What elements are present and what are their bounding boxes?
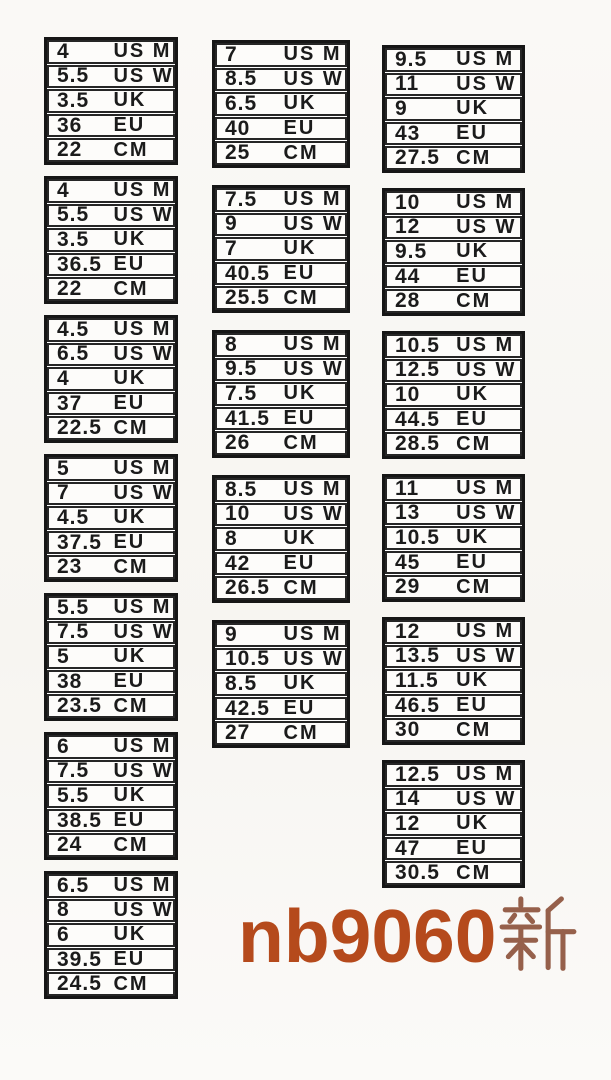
size-row <box>215 68 347 92</box>
size-box <box>44 176 178 304</box>
size-value: 44.5 <box>395 407 440 431</box>
size-row <box>215 407 347 431</box>
size-value: 38.5 <box>57 808 102 832</box>
size-unit-label: US W <box>456 501 517 524</box>
size-unit-label: US M <box>113 318 172 341</box>
size-value: 8 <box>57 898 70 922</box>
size-value: 12.5 <box>395 358 440 382</box>
size-unit-label: CM <box>456 432 492 455</box>
size-unit-label: CM <box>456 575 492 598</box>
size-row <box>385 240 522 264</box>
size-row <box>215 552 347 576</box>
size-unit-label: CM <box>456 146 492 169</box>
size-row <box>47 694 175 718</box>
size-value: 5.5 <box>57 64 90 88</box>
size-unit-label: EU <box>456 694 488 717</box>
size-unit-label: UK <box>113 228 147 251</box>
size-unit-label: US W <box>113 620 174 643</box>
size-unit-label: US M <box>456 477 515 500</box>
size-row <box>385 645 522 669</box>
size-unit-label: CM <box>113 972 149 995</box>
size-unit-label: US M <box>283 43 342 66</box>
size-row <box>47 874 175 898</box>
size-unit-label: US W <box>456 644 517 667</box>
size-row <box>47 114 175 138</box>
size-row <box>47 228 175 252</box>
size-unit-label: US M <box>283 623 342 646</box>
size-unit-label: UK <box>456 526 490 549</box>
size-row <box>47 506 175 530</box>
size-value: 24 <box>57 833 83 857</box>
size-row <box>215 92 347 116</box>
size-value: 28 <box>395 289 421 313</box>
size-unit-label: US M <box>113 179 172 202</box>
size-unit-label: US W <box>456 215 517 238</box>
size-unit-label: US W <box>113 203 174 226</box>
size-row <box>215 237 347 261</box>
size-value: 27.5 <box>395 146 440 170</box>
size-value: 10.5 <box>395 525 440 549</box>
size-unit-label: EU <box>113 531 146 554</box>
size-unit-label: UK <box>283 382 317 405</box>
size-unit-label: UK <box>283 672 317 695</box>
size-value: 8.5 <box>225 671 258 695</box>
size-value: 8.5 <box>225 477 258 501</box>
size-value: 14 <box>395 787 421 811</box>
size-unit-label: CM <box>283 431 319 454</box>
size-row <box>47 318 175 342</box>
size-value: 6.5 <box>225 91 258 115</box>
size-value: 23 <box>57 555 83 579</box>
size-row <box>47 645 175 669</box>
size-unit-label: EU <box>456 265 488 288</box>
size-row <box>215 648 347 672</box>
size-row <box>385 526 522 550</box>
size-unit-label: US W <box>113 342 174 365</box>
size-row <box>47 621 175 645</box>
size-row <box>47 555 175 579</box>
size-unit-label: EU <box>283 117 316 140</box>
size-box <box>212 330 350 458</box>
size-row <box>47 596 175 620</box>
size-row <box>215 333 347 357</box>
size-unit-label: CM <box>456 289 492 312</box>
size-value: 7 <box>57 481 70 505</box>
size-value: 4 <box>57 39 70 63</box>
size-value: 43 <box>395 121 421 145</box>
size-unit-label: CM <box>283 576 319 599</box>
size-value: 42.5 <box>225 696 270 720</box>
size-unit-label: EU <box>283 262 316 285</box>
model-text: nb9060 <box>238 894 497 978</box>
size-value: 10 <box>395 190 421 214</box>
size-unit-label: CM <box>113 833 149 856</box>
size-unit-label: US M <box>283 478 342 501</box>
size-row <box>215 478 347 502</box>
size-unit-label: EU <box>283 697 316 720</box>
size-unit-label: CM <box>283 721 319 744</box>
size-value: 10 <box>395 382 421 406</box>
size-row <box>385 788 522 812</box>
size-value: 5 <box>57 644 70 668</box>
size-box <box>382 188 525 316</box>
size-row <box>47 253 175 277</box>
size-row <box>385 551 522 575</box>
size-row <box>47 392 175 416</box>
size-value: 5.5 <box>57 783 90 807</box>
size-row <box>215 117 347 141</box>
size-box <box>212 475 350 603</box>
size-row <box>47 760 175 784</box>
size-value: 26 <box>225 431 251 455</box>
size-value: 6 <box>57 922 70 946</box>
size-value: 36 <box>57 113 83 137</box>
size-value: 46.5 <box>395 693 440 717</box>
size-row <box>215 697 347 721</box>
size-box <box>382 617 525 745</box>
size-unit-label: US W <box>456 787 517 810</box>
size-value: 13 <box>395 501 421 525</box>
size-unit-label: US W <box>283 647 344 670</box>
size-row <box>215 188 347 212</box>
size-unit-label: US W <box>113 64 174 87</box>
size-row <box>385 694 522 718</box>
size-unit-label: CM <box>283 141 319 164</box>
size-row <box>385 502 522 526</box>
size-unit-label: CM <box>283 286 319 309</box>
size-row <box>215 141 347 165</box>
size-unit-label: EU <box>113 670 146 693</box>
size-value: 8.5 <box>225 67 258 91</box>
size-value: 36.5 <box>57 252 102 276</box>
size-row <box>385 146 522 170</box>
size-unit-label: UK <box>456 240 490 263</box>
size-unit-label: UK <box>113 89 147 112</box>
size-unit-label: EU <box>113 253 146 276</box>
size-unit-label: US W <box>113 898 174 921</box>
size-row <box>385 432 522 456</box>
size-value: 7.5 <box>57 620 90 644</box>
size-row <box>47 735 175 759</box>
size-value: 23.5 <box>57 694 102 718</box>
size-unit-label: EU <box>283 407 316 430</box>
size-value: 37 <box>57 391 83 415</box>
size-unit-label: UK <box>113 367 147 390</box>
size-unit-label: CM <box>113 277 149 300</box>
size-row <box>215 527 347 551</box>
size-row <box>47 531 175 555</box>
size-row <box>47 65 175 89</box>
size-value: 8 <box>225 526 238 550</box>
size-row <box>47 899 175 923</box>
size-row <box>385 97 522 121</box>
size-unit-label: EU <box>456 837 488 860</box>
hanzi-xin-glyph <box>499 892 577 976</box>
size-value: 4.5 <box>57 317 90 341</box>
size-row <box>47 179 175 203</box>
size-value: 10 <box>225 502 251 526</box>
size-unit-label: EU <box>283 552 316 575</box>
size-value: 11 <box>395 476 420 500</box>
size-value: 30.5 <box>395 861 440 885</box>
size-value: 12 <box>395 811 421 835</box>
size-unit-label: US M <box>456 763 515 786</box>
size-row <box>215 43 347 67</box>
size-unit-label: EU <box>113 809 146 832</box>
size-row <box>215 623 347 647</box>
size-value: 24.5 <box>57 972 102 996</box>
size-row <box>215 286 347 310</box>
size-unit-label: UK <box>113 923 147 946</box>
size-unit-label: UK <box>113 506 147 529</box>
size-value: 29 <box>395 575 421 599</box>
size-row <box>215 213 347 237</box>
size-row <box>385 763 522 787</box>
size-value: 9.5 <box>395 47 428 71</box>
size-value: 39.5 <box>57 947 102 971</box>
size-box <box>382 760 525 888</box>
size-value: 42 <box>225 551 251 575</box>
size-value: 40 <box>225 116 251 140</box>
size-row <box>385 289 522 313</box>
size-value: 9 <box>225 212 238 236</box>
size-value: 6.5 <box>57 873 90 897</box>
size-unit-label: US M <box>456 48 515 71</box>
size-unit-label: CM <box>456 718 492 741</box>
size-value: 3.5 <box>57 227 90 251</box>
size-row <box>385 122 522 146</box>
size-row <box>47 89 175 113</box>
size-row <box>385 477 522 501</box>
size-row <box>47 833 175 857</box>
size-unit-label: EU <box>113 392 146 415</box>
size-unit-label: US M <box>113 596 172 619</box>
size-value: 22.5 <box>57 416 102 440</box>
size-unit-label: UK <box>283 237 317 260</box>
size-row <box>47 457 175 481</box>
size-value: 10.5 <box>225 647 270 671</box>
size-unit-label: EU <box>456 551 488 574</box>
size-unit-label: US W <box>283 357 344 380</box>
size-row <box>47 204 175 228</box>
size-unit-label: UK <box>456 812 490 835</box>
size-unit-label: EU <box>113 948 146 971</box>
size-row <box>47 948 175 972</box>
size-row <box>215 721 347 745</box>
size-unit-label: US M <box>113 40 172 63</box>
size-row <box>47 784 175 808</box>
size-row <box>215 576 347 600</box>
size-unit-label: US W <box>283 212 344 235</box>
size-value: 22 <box>57 138 83 162</box>
size-unit-label: UK <box>456 383 490 406</box>
size-value: 28.5 <box>395 432 440 456</box>
size-value: 9.5 <box>225 357 258 381</box>
size-value: 9.5 <box>395 239 428 263</box>
size-row <box>385 669 522 693</box>
size-value: 11.5 <box>395 668 439 692</box>
size-row <box>385 812 522 836</box>
size-unit-label: US M <box>456 334 515 357</box>
size-row <box>47 923 175 947</box>
size-row <box>385 837 522 861</box>
size-value: 4 <box>57 178 70 202</box>
size-unit-label: US M <box>283 333 342 356</box>
size-unit-label: US W <box>456 358 517 381</box>
size-value: 10.5 <box>395 333 440 357</box>
size-row <box>385 620 522 644</box>
size-unit-label: CM <box>113 138 149 161</box>
size-unit-label: CM <box>113 416 149 439</box>
size-row <box>47 670 175 694</box>
size-row <box>385 408 522 432</box>
size-unit-label: EU <box>456 122 488 145</box>
size-row <box>385 575 522 599</box>
size-value: 41.5 <box>225 406 270 430</box>
size-unit-label: US W <box>456 72 517 95</box>
size-value: 40.5 <box>225 261 270 285</box>
size-row <box>47 482 175 506</box>
size-value: 22 <box>57 277 83 301</box>
size-row <box>385 383 522 407</box>
size-value: 37.5 <box>57 530 102 554</box>
size-box <box>382 331 525 459</box>
size-unit-label: CM <box>113 694 149 717</box>
size-row <box>215 358 347 382</box>
size-value: 4.5 <box>57 505 90 529</box>
size-value: 13.5 <box>395 644 440 668</box>
size-unit-label: US M <box>113 874 172 897</box>
size-value: 38 <box>57 669 83 693</box>
size-box <box>382 474 525 602</box>
size-value: 5.5 <box>57 595 90 619</box>
size-value: 7.5 <box>225 381 258 405</box>
size-row <box>385 359 522 383</box>
size-value: 6.5 <box>57 342 90 366</box>
size-row <box>385 216 522 240</box>
size-row <box>47 138 175 162</box>
size-box <box>44 37 178 165</box>
size-value: 5 <box>57 456 70 480</box>
size-row <box>385 718 522 742</box>
size-unit-label: EU <box>456 408 488 431</box>
size-unit-label: CM <box>113 555 149 578</box>
size-unit-label: US W <box>283 502 344 525</box>
size-row <box>385 73 522 97</box>
size-row <box>385 265 522 289</box>
size-box <box>212 40 350 168</box>
size-row <box>385 191 522 215</box>
size-value: 26.5 <box>225 576 270 600</box>
size-value: 4 <box>57 366 70 390</box>
size-unit-label: UK <box>283 92 317 115</box>
size-unit-label: UK <box>456 97 490 120</box>
size-value: 12 <box>395 215 421 239</box>
size-unit-label: UK <box>456 669 490 692</box>
size-value: 3.5 <box>57 88 90 112</box>
size-value: 5.5 <box>57 203 90 227</box>
size-unit-label: US M <box>113 735 172 758</box>
size-box <box>44 732 178 860</box>
size-value: 44 <box>395 264 421 288</box>
size-value: 25.5 <box>225 286 270 310</box>
size-unit-label: US M <box>456 191 515 214</box>
size-value: 11 <box>395 72 420 96</box>
size-unit-label: US W <box>113 481 174 504</box>
size-row <box>47 972 175 996</box>
size-row <box>215 431 347 455</box>
size-value: 9 <box>225 622 238 646</box>
size-value: 7 <box>225 42 238 66</box>
size-row <box>47 367 175 391</box>
size-value: 7 <box>225 236 238 260</box>
size-row <box>215 382 347 406</box>
size-row <box>215 503 347 527</box>
size-box <box>44 593 178 721</box>
size-value: 9 <box>395 96 408 120</box>
size-value: 12.5 <box>395 762 440 786</box>
size-row <box>385 48 522 72</box>
size-value: 7.5 <box>57 759 90 783</box>
size-value: 12 <box>395 619 421 643</box>
size-box <box>382 45 525 173</box>
size-unit-label: UK <box>113 645 147 668</box>
size-row <box>47 40 175 64</box>
size-unit-label: US W <box>113 759 174 782</box>
size-box <box>44 871 178 999</box>
size-unit-label: US M <box>283 188 342 211</box>
size-value: 45 <box>395 550 421 574</box>
model-label <box>238 886 577 986</box>
size-row <box>215 672 347 696</box>
size-box <box>44 454 178 582</box>
size-unit-label: CM <box>456 861 492 884</box>
size-box <box>44 315 178 443</box>
size-value: 47 <box>395 836 421 860</box>
size-value: 6 <box>57 734 70 758</box>
size-unit-label: US W <box>283 67 344 90</box>
size-row <box>47 343 175 367</box>
size-box <box>212 185 350 313</box>
size-value: 8 <box>225 332 238 356</box>
size-unit-label: UK <box>283 527 317 550</box>
size-row <box>385 334 522 358</box>
size-unit-label: UK <box>113 784 147 807</box>
size-value: 30 <box>395 718 421 742</box>
size-box <box>212 620 350 748</box>
size-row <box>47 809 175 833</box>
size-row <box>47 277 175 301</box>
size-row <box>215 262 347 286</box>
size-value: 7.5 <box>225 187 258 211</box>
size-row <box>47 416 175 440</box>
size-unit-label: US M <box>456 620 515 643</box>
size-row <box>385 861 522 885</box>
size-unit-label: EU <box>113 114 146 137</box>
size-value: 27 <box>225 721 251 745</box>
size-value: 25 <box>225 141 251 165</box>
size-unit-label: US M <box>113 457 172 480</box>
